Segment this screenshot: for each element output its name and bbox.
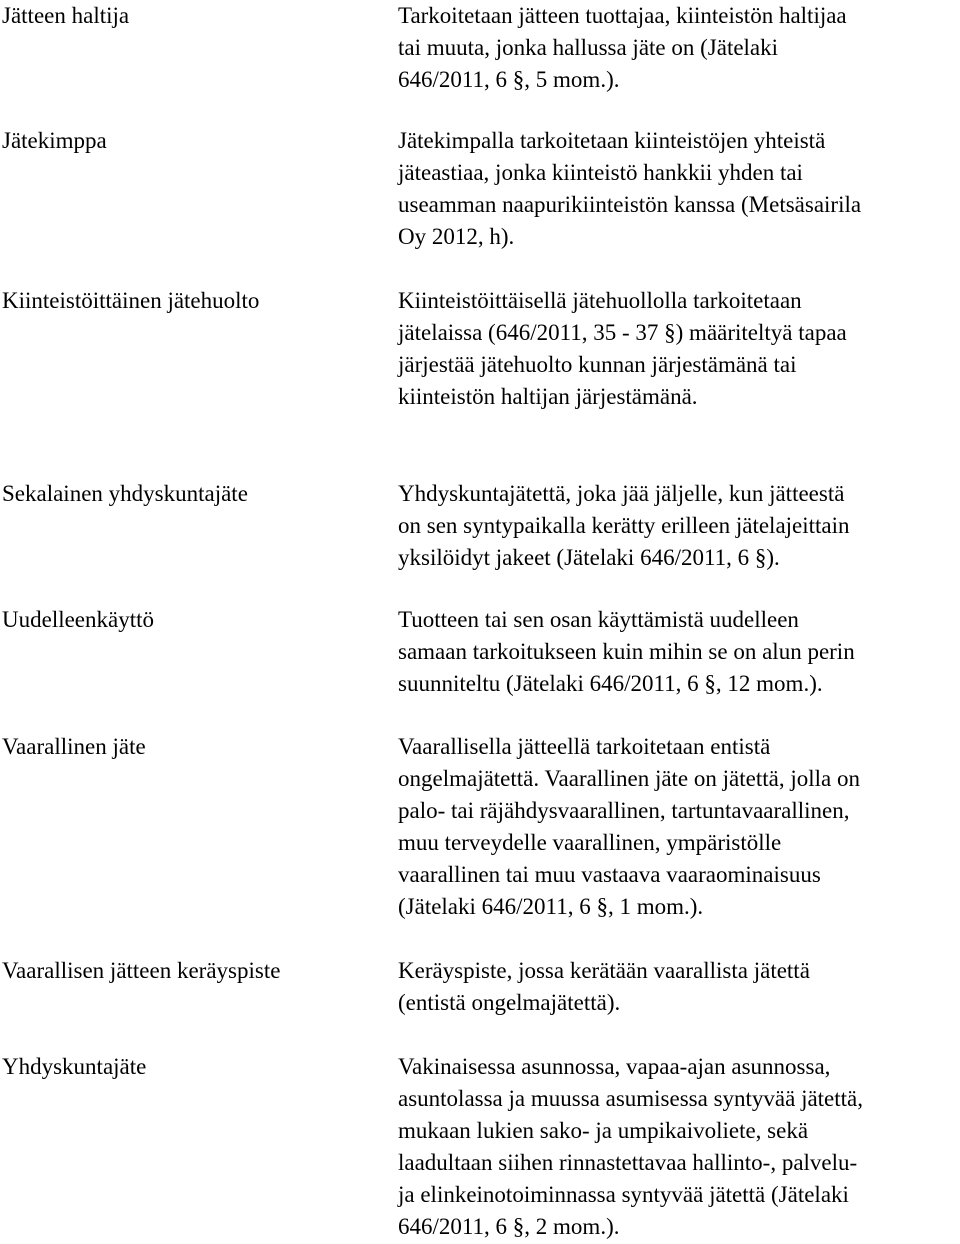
definition-line: Jätekimpalla tarkoitetaan kiinteistöjen yhteistä: [398, 128, 826, 153]
term-definition: [398, 478, 960, 574]
definition-line: 646/2011, 6 §, 5 mom.).: [398, 67, 620, 92]
term-label: Vaarallisen jätteen keräyspiste: [2, 958, 281, 983]
definition-line: Tarkoitetaan jätteen tuottajaa, kiinteistön haltijaa: [398, 3, 847, 28]
term-definition: [398, 1051, 960, 1243]
term-label: Vaarallinen jäte: [2, 734, 146, 759]
definition-line: Keräyspiste, jossa kerätään vaarallista jätettä: [398, 958, 810, 983]
definition-line: palo- tai räjähdysvaarallinen, tartuntavaarallinen,: [398, 798, 850, 823]
definition-line: asuntolassa ja muussa asumisessa syntyvää jätettä,: [398, 1086, 864, 1111]
definition-line: vaarallinen tai muu vastaava vaaraominaisuus: [398, 862, 821, 887]
term-label: Yhdyskuntajäte: [2, 1054, 147, 1079]
definition-line: ja elinkeinotoiminnassa syntyvää jätettä (Jätelaki: [398, 1182, 849, 1207]
term-definition: [398, 0, 960, 96]
term-label: Kiinteistöittäinen jätehuolto: [2, 288, 260, 313]
definition-line: 646/2011, 6 §, 2 mom.).: [398, 1214, 620, 1239]
definition-line: Tuotteen tai sen osan käyttämistä uudelleen: [398, 607, 799, 632]
definition-line: jätelaissa (646/2011, 35 - 37 §) määriteltyä tapaa: [398, 320, 847, 345]
definition-line: mukaan lukien sako- ja umpikaivoliete, sekä: [398, 1118, 809, 1143]
definition-line: Oy 2012, h).: [398, 224, 515, 249]
definition-line: Kiinteistöittäisellä jätehuollolla tarkoitetaan: [398, 288, 802, 313]
definition-line: on sen syntypaikalla kerätty erilleen jätelajeittain: [398, 513, 850, 538]
definition-line: (Jätelaki 646/2011, 6 §, 1 mom.).: [398, 894, 704, 919]
definition-line: Vaarallisella jätteellä tarkoitetaan entistä: [398, 734, 771, 759]
term-label: Sekalainen yhdyskuntajäte: [2, 481, 248, 506]
term-definition: [398, 955, 960, 1019]
definition-line: kiinteistön haltijan järjestämänä.: [398, 384, 698, 409]
definition-line: ongelmajätettä. Vaarallinen jäte on jätettä, jolla on: [398, 766, 860, 791]
term-definition: [398, 285, 960, 413]
definition-line: Vakinaisessa asunnossa, vapaa-ajan asunnossa,: [398, 1054, 831, 1079]
definition-line: Yhdyskuntajätettä, joka jää jäljelle, kun jätteestä: [398, 481, 845, 506]
definition-line: laadultaan siihen rinnastettavaa hallinto-, palvelu-: [398, 1150, 858, 1175]
definition-line: samaan tarkoitukseen kuin mihin se on alun perin: [398, 639, 855, 664]
definition-line: järjestää jätehuolto kunnan järjestämänä tai: [398, 352, 797, 377]
definition-line: tai muuta, jonka hallussa jäte on (Jätelaki: [398, 35, 779, 60]
definition-line: (entistä ongelmajätettä).: [398, 990, 621, 1015]
definition-line: suunniteltu (Jätelaki 646/2011, 6 §, 12 mom.).: [398, 671, 823, 696]
term-definition: [398, 604, 960, 700]
definition-line: useamman naapurikiinteistön kanssa (Metsäsairila: [398, 192, 862, 217]
term-label: Jätekimppa: [2, 128, 107, 153]
definition-line: jäteastiaa, jonka kiinteistö hankkii yhden tai: [398, 160, 803, 185]
term-label: Jätteen haltija: [2, 3, 130, 28]
term-label: Uudelleenkäyttö: [2, 607, 155, 632]
definition-line: muu terveydelle vaarallinen, ympäristölle: [398, 830, 782, 855]
definition-line: yksilöidyt jakeet (Jätelaki 646/2011, 6 §).: [398, 545, 780, 570]
term-definition: [398, 125, 960, 253]
term-definition: [398, 731, 960, 923]
